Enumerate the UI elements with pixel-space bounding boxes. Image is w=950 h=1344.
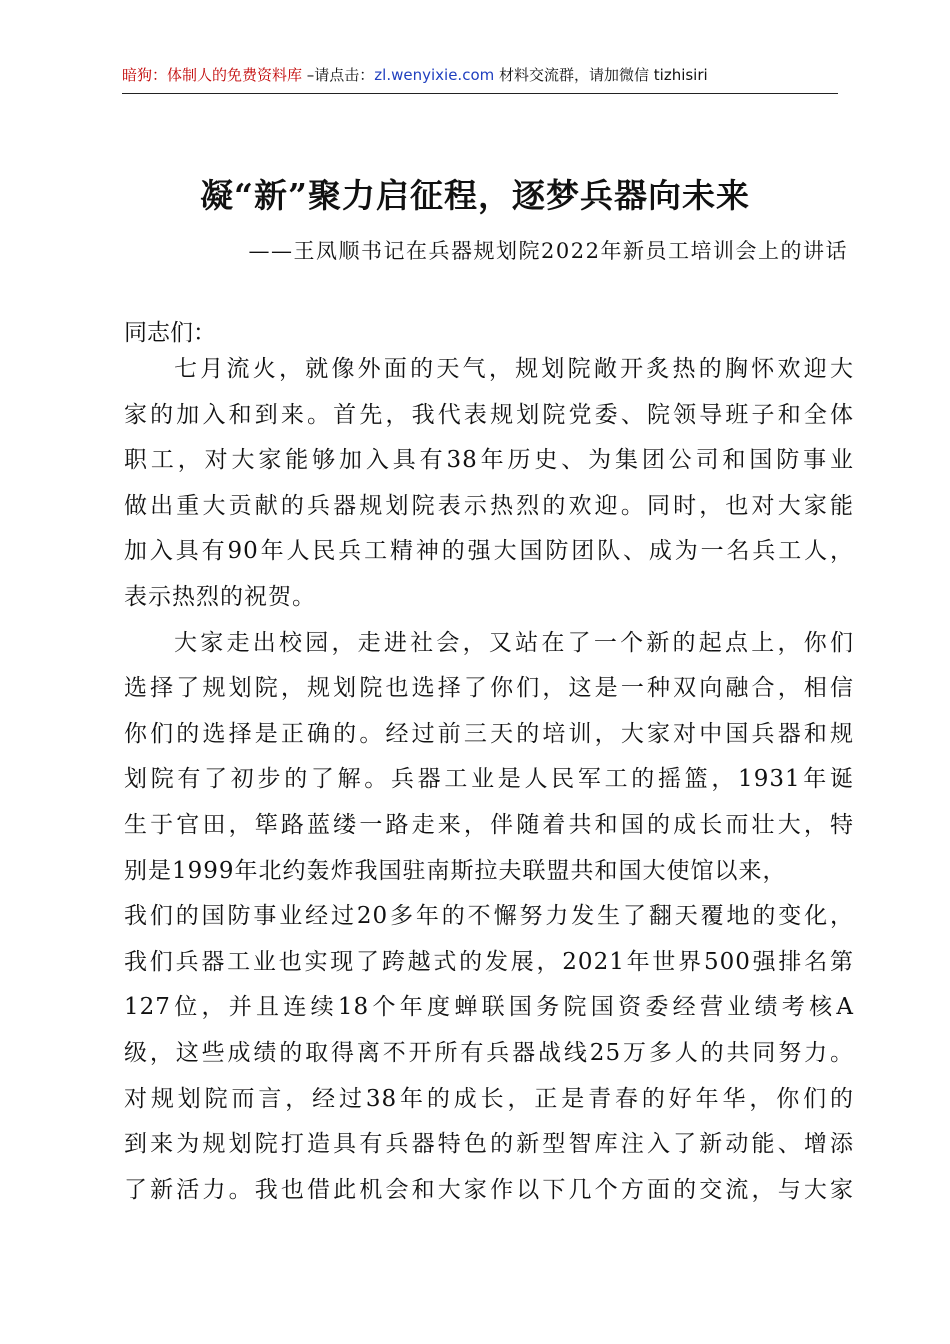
paragraph-2-line: 到来为规划院打造具有兵器特色的新型智库注入了新动能、增添 [124, 1131, 854, 1158]
paragraph-2-line: 我们兵器工业也实现了跨越式的发展，2021年世界500强排名第 [124, 948, 854, 975]
document-subtitle: ——王凤顺书记在兵器规划院2022年新员工培训会上的讲话 [248, 239, 848, 263]
document-title: 凝“新”聚力启征程，逐梦兵器向未来 [200, 176, 750, 215]
paragraph-2-line: 你们的选择是正确的。经过前三天的培训，大家对中国兵器和规 [124, 720, 854, 747]
paragraph-2-line: 127位，并且连续18个年度蝉联国务院国资委经营业绩考核A [124, 994, 854, 1021]
paragraph-2-line: 了新活力。我也借此机会和大家作以下几个方面的交流，与大家 [124, 1176, 854, 1203]
paragraph-2-line: 别是1999年北约轰炸我国驻南斯拉夫联盟共和国大使馆以来， [124, 857, 787, 884]
paragraph-2-line: 划院有了初步的了解。兵器工业是人民军工的摇篮，1931年诞 [124, 766, 854, 793]
paragraph-2-line: 选择了规划院，规划院也选择了你们，这是一种双向融合，相信 [124, 675, 854, 702]
paragraph-2-line: 对规划院而言，经过38年的成长，正是青春的好年华，你们的 [124, 1085, 854, 1112]
header-site-link[interactable]: zl.wenyixie.com [374, 66, 495, 84]
salutation: 同志们： [124, 320, 216, 346]
paragraph-2-line: 我们的国防事业经过20多年的不懈努力发生了翻天覆地的变化， [124, 903, 854, 930]
page-header [122, 64, 840, 92]
paragraph-2-line: 生于官田，筚路蓝缕一路走来，伴随着共和国的成长而壮大，特 [124, 811, 854, 838]
paragraph-1-line: 职工，对大家能够加入具有38年历史、为集团公司和国防事业 [124, 447, 854, 474]
header-divider [122, 93, 838, 94]
paragraph-1-line: 表示热烈的祝贺。 [124, 583, 316, 610]
paragraph-1-line: 家的加入和到来。首先，我代表规划院党委、院领导班子和全体 [124, 401, 854, 428]
paragraph-2-line: 大家走出校园，走进社会，又站在了一个新的起点上，你们 [174, 629, 854, 656]
paragraph-1-line: 七月流火，就像外面的天气，规划院敞开炙热的胸怀欢迎大 [174, 356, 854, 382]
header-click-prompt: –请点击： [302, 66, 375, 84]
paragraph-1-line: 做出重大贡献的兵器规划院表示热烈的欢迎。同时，也对大家能 [124, 492, 854, 519]
paragraph-2-line: 级，这些成绩的取得离不开所有兵器战线25万多人的共同努力。 [124, 1039, 854, 1066]
paragraph-1-line: 加入具有90年人民兵工精神的强大国防团队、成为一名兵工人， [124, 538, 854, 565]
document-body [124, 347, 854, 1213]
header-wechat-note: 材料交流群，请加微信 tizhisiri [494, 66, 708, 84]
header-brand-text: 暗狗：体制人的免费资料库 [122, 66, 303, 84]
